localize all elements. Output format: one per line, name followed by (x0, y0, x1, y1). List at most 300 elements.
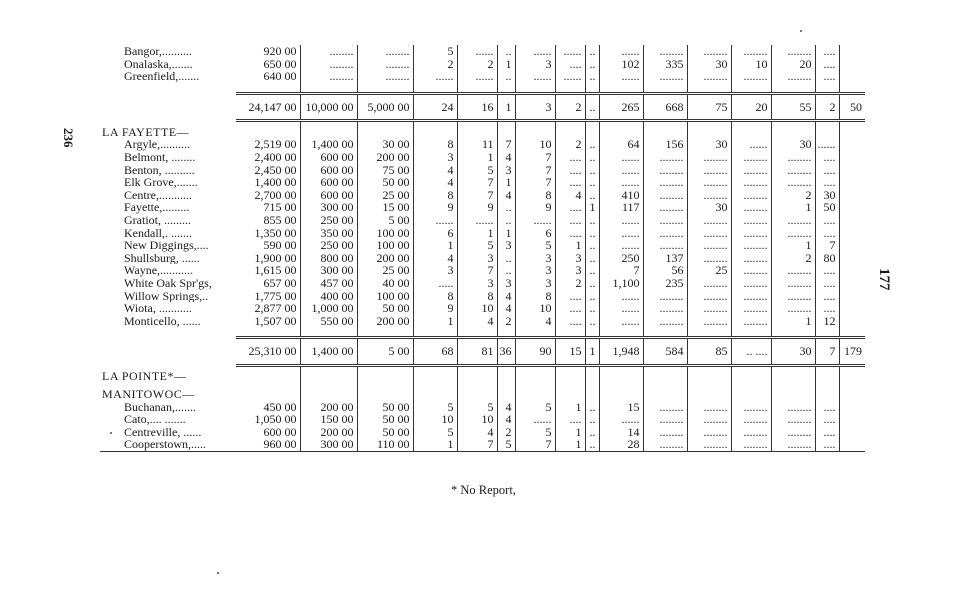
spacer-cell (839, 327, 865, 338)
value-cell: 6 (413, 227, 457, 240)
value-cell: 11 (457, 138, 497, 151)
value-cell: ..... (413, 277, 457, 290)
value-cell: 4 (457, 315, 497, 328)
value-cell: ........ (643, 189, 687, 202)
town-name: Elk Grove,....... (124, 176, 198, 189)
value-cell: 4 (515, 315, 555, 328)
value-cell: .. (585, 138, 599, 151)
value-cell: 3 (515, 58, 555, 71)
value-cell: 5 (515, 401, 555, 414)
value-cell: ........ (643, 290, 687, 303)
value-cell: ........ (731, 176, 771, 189)
value-cell: 90 (515, 338, 555, 366)
value-cell: 250 (599, 252, 643, 265)
value-cell (839, 151, 865, 164)
value-cell: 15 00 (357, 201, 413, 214)
value-cell: 4 (413, 252, 457, 265)
town-row (100, 290, 865, 303)
value-cell: ...... (515, 413, 555, 426)
value-cell: 10 (457, 413, 497, 426)
value-cell: .... (555, 315, 585, 328)
value-cell: 2 (555, 138, 585, 151)
town-row (100, 302, 865, 315)
value-cell: 150 00 (300, 413, 357, 426)
value-cell: 335 (643, 58, 687, 71)
value-cell: 715 00 (263, 201, 297, 215)
value-cell: 1,350 00 (254, 226, 297, 240)
value-cell: 4 (413, 176, 457, 189)
value-cell: ...... (599, 315, 643, 328)
value-cell: 300 00 (300, 264, 357, 277)
empty-cell (457, 383, 497, 401)
value-cell: 2 (497, 315, 515, 328)
value-cell: ........ (643, 176, 687, 189)
value-cell: 3 (497, 164, 515, 177)
value-cell: .. (497, 264, 515, 277)
value-cell: ........ (731, 189, 771, 202)
value-cell: .. (497, 70, 515, 83)
value-cell: 1,900 00 (254, 251, 297, 265)
value-cell: 250 00 (300, 239, 357, 252)
value-cell: ...... (599, 239, 643, 252)
value-cell: 1,615 00 (254, 264, 297, 277)
value-cell: ........ (687, 70, 731, 83)
value-cell: 8 (413, 138, 457, 151)
value-cell: ........ (643, 438, 687, 451)
right-page-number: 177 (876, 268, 892, 291)
value-cell: 55 (771, 93, 815, 121)
value-cell: 7 (515, 151, 555, 164)
value-cell: .. (585, 189, 599, 202)
value-cell: 2 (457, 58, 497, 71)
value-cell: ........ (731, 151, 771, 164)
empty-cell (515, 121, 555, 139)
value-cell: .. (497, 201, 515, 214)
total-row (100, 338, 865, 366)
empty-cell (236, 365, 300, 383)
town-name: Wayne,........... (124, 264, 194, 277)
spacer-cell (731, 327, 771, 338)
value-cell: .... (815, 438, 839, 451)
value-cell: 20 (731, 93, 771, 121)
value-cell: 5 (515, 239, 555, 252)
value-cell: 10,000 00 (300, 93, 357, 121)
value-cell: 1 (413, 239, 457, 252)
value-cell: 1 (771, 315, 815, 328)
value-cell: 36 (497, 338, 515, 366)
value-cell: ...... (599, 214, 643, 227)
empty-cell (515, 383, 555, 401)
value-cell: 12 (815, 315, 839, 328)
value-cell: 3 (555, 264, 585, 277)
spacer-cell (100, 83, 236, 94)
value-cell: .... (555, 164, 585, 177)
value-cell: 1,400 00 (300, 138, 357, 151)
town-name (100, 338, 236, 366)
value-cell: ........ (643, 164, 687, 177)
spacer-cell (413, 327, 457, 338)
empty-cell (236, 383, 300, 401)
value-cell: ........ (687, 45, 731, 58)
spacer-cell (413, 83, 457, 94)
value-cell: ........ (687, 277, 731, 290)
empty-cell (357, 121, 413, 139)
value-cell: ........ (687, 413, 731, 426)
value-cell: 3 (497, 239, 515, 252)
town-row (100, 176, 865, 189)
value-cell: 156 (643, 138, 687, 151)
value-cell: 8 (515, 189, 555, 202)
empty-cell (687, 365, 731, 383)
value-cell: 235 (643, 277, 687, 290)
value-cell: 4 (497, 290, 515, 303)
value-cell: ........ (731, 438, 771, 451)
value-cell: .... (815, 302, 839, 315)
value-cell: 2 (555, 277, 585, 290)
value-cell: .. (585, 315, 599, 328)
value-cell: 855 00 (263, 214, 297, 227)
empty-cell (555, 383, 585, 401)
value-cell: ........ (771, 290, 815, 303)
value-cell: .... (815, 164, 839, 177)
value-cell: 550 00 (300, 315, 357, 328)
value-cell: 1 (771, 239, 815, 252)
value-cell: ........ (643, 239, 687, 252)
value-cell: 584 (643, 338, 687, 366)
value-cell: ........ (731, 302, 771, 315)
value-cell: 24 (413, 93, 457, 121)
value-cell: ........ (731, 227, 771, 240)
value-cell: 7 (599, 264, 643, 277)
value-cell: 410 (599, 189, 643, 202)
value-cell: 4 (497, 302, 515, 315)
value-cell: 85 (687, 338, 731, 366)
value-cell: .... (815, 227, 839, 240)
spacer-cell (300, 83, 357, 94)
value-cell: ........ (300, 45, 357, 58)
value-cell: ........ (643, 413, 687, 426)
value-cell: 4 (413, 164, 457, 177)
value-cell: 30 00 (357, 138, 413, 151)
town-row (100, 45, 865, 58)
value-cell: 15 (555, 338, 585, 366)
town-row (100, 315, 865, 328)
value-cell: 7 (815, 338, 839, 366)
value-cell: 25 00 (357, 264, 413, 277)
value-cell: ...... (599, 45, 643, 58)
value-cell: 7 (457, 264, 497, 277)
county-name: LA FAYETTE— (102, 124, 190, 139)
empty-cell (839, 365, 865, 383)
value-cell: ...... (515, 45, 555, 58)
county-name: MANITOWOC— (102, 387, 195, 401)
empty-cell (687, 383, 731, 401)
empty-cell (413, 365, 457, 383)
value-cell: 1 (497, 58, 515, 71)
value-cell: 5 (457, 164, 497, 177)
value-cell: ...... (599, 227, 643, 240)
value-cell: ...... (413, 214, 457, 227)
value-cell: 137 (643, 252, 687, 265)
town-row (100, 138, 865, 151)
empty-cell (585, 121, 599, 139)
value-cell: ........ (731, 277, 771, 290)
value-cell: 3 (515, 252, 555, 265)
value-cell (839, 45, 865, 58)
town-name (100, 93, 236, 121)
empty-cell (413, 121, 457, 139)
value-cell: 800 00 (300, 252, 357, 265)
value-cell: 1,775 00 (254, 289, 297, 303)
value-cell: 100 00 (357, 239, 413, 252)
town-name: Fayette,......... (124, 201, 190, 215)
spacer-cell (515, 83, 555, 94)
empty-cell (771, 121, 815, 139)
value-cell: 10 (413, 413, 457, 426)
value-cell: .. (585, 252, 599, 265)
town-name: White Oak Spr'gs, (124, 277, 212, 290)
value-cell (839, 164, 865, 177)
spacer-cell (839, 83, 865, 94)
value-cell: .... (815, 151, 839, 164)
value-cell: ........ (643, 201, 687, 214)
value-cell: 3 (457, 252, 497, 265)
value-cell: 80 (815, 252, 839, 265)
value-cell (839, 138, 865, 151)
value-cell: 4 (497, 401, 515, 414)
spacer-cell (100, 327, 236, 338)
value-cell: 5 (413, 426, 457, 439)
value-cell: ........ (687, 401, 731, 414)
value-cell: ...... (515, 214, 555, 227)
value-cell: 14 (599, 426, 643, 439)
value-cell: 8 (515, 290, 555, 303)
value-cell: 100 00 (357, 227, 413, 240)
town-name: Centreville, ...... (124, 425, 202, 439)
value-cell: ........ (731, 426, 771, 439)
value-cell (839, 315, 865, 328)
value-cell: ...... (599, 176, 643, 189)
value-cell: ........ (731, 290, 771, 303)
value-cell (839, 426, 865, 439)
value-cell: 1 (771, 201, 815, 214)
empty-cell (731, 383, 771, 401)
value-cell: 590 00 (263, 239, 297, 252)
value-cell: 50 00 (357, 401, 413, 414)
value-cell: 9 (413, 201, 457, 214)
value-cell: 1 (585, 338, 599, 366)
value-cell: ...... (457, 45, 497, 58)
value-cell: 200 00 (357, 315, 413, 328)
value-cell: 8 (413, 189, 457, 202)
value-cell: ........ (771, 277, 815, 290)
spacer-cell (643, 327, 687, 338)
value-cell: ........ (687, 426, 731, 439)
value-cell: ........ (643, 214, 687, 227)
town-row (100, 164, 865, 177)
empty-cell (599, 365, 643, 383)
value-cell: 1 (413, 315, 457, 328)
value-cell: .... (815, 214, 839, 227)
value-cell: ........ (771, 227, 815, 240)
value-cell: ........ (771, 264, 815, 277)
value-cell: ........ (643, 70, 687, 83)
value-cell: .. (585, 93, 599, 121)
town-row (100, 214, 865, 227)
spacer-cell (497, 327, 515, 338)
town-name: Monticello, ...... (124, 314, 201, 328)
value-cell: 5 (497, 438, 515, 451)
value-cell: 4 (457, 426, 497, 439)
value-cell: ........ (643, 401, 687, 414)
value-cell: 600 00 (300, 151, 357, 164)
value-cell: ...... (599, 413, 643, 426)
value-cell: 3 (515, 277, 555, 290)
value-cell: 7 (457, 176, 497, 189)
value-cell: .... (555, 290, 585, 303)
value-cell: 75 00 (357, 164, 413, 177)
value-cell: ........ (731, 264, 771, 277)
value-cell: 2 (815, 93, 839, 121)
value-cell: 2,700 00 (254, 188, 297, 202)
value-cell: .. (585, 239, 599, 252)
value-cell: ........ (771, 426, 815, 439)
value-cell: ...... (731, 138, 771, 151)
value-cell: .... (815, 413, 839, 426)
value-cell: 1 (497, 227, 515, 240)
value-cell (839, 189, 865, 202)
value-cell: 5 (457, 239, 497, 252)
value-cell: 250 00 (300, 214, 357, 227)
value-cell: 457 00 (300, 277, 357, 290)
town-name: New Diggings,.... (124, 239, 209, 252)
town-row (100, 70, 865, 83)
value-cell: ........ (771, 164, 815, 177)
value-cell: 64 (599, 138, 643, 151)
empty-cell (643, 121, 687, 139)
value-cell: ........ (687, 302, 731, 315)
value-cell: .. (585, 290, 599, 303)
value-cell: ........ (731, 201, 771, 214)
value-cell: 2 (771, 189, 815, 202)
spacer-cell (236, 83, 300, 94)
empty-cell (357, 365, 413, 383)
value-cell: ........ (731, 214, 771, 227)
value-cell: 1 (457, 227, 497, 240)
value-cell: 7 (515, 164, 555, 177)
value-cell: 117 (599, 201, 643, 214)
value-cell: 9 (515, 201, 555, 214)
value-cell: ........ (771, 401, 815, 414)
value-cell: 8 (413, 290, 457, 303)
value-cell: 1,948 (599, 338, 643, 366)
value-cell: 200 00 (300, 426, 357, 439)
value-cell: .. (585, 227, 599, 240)
empty-cell (643, 383, 687, 401)
value-cell: 50 00 (357, 426, 413, 439)
spacer-cell (457, 327, 497, 338)
value-cell: 2,400 00 (254, 151, 297, 164)
value-cell: 3 (413, 264, 457, 277)
value-cell: 50 (815, 201, 839, 214)
town-name: Buchanan,....... (124, 400, 196, 414)
town-name: Cooperstown,..... (100, 438, 236, 451)
value-cell: 40 00 (357, 277, 413, 290)
value-cell: 5 00 (357, 338, 413, 366)
value-cell: ........ (731, 45, 771, 58)
value-cell: 2,450 00 (254, 163, 297, 177)
value-cell: 25 00 (357, 189, 413, 202)
town-name: Cato,.... ....... (124, 413, 186, 426)
value-cell: 5 00 (357, 214, 413, 227)
value-cell: 2,877 00 (254, 302, 297, 315)
value-cell: ...... (555, 45, 585, 58)
value-cell: 450 00 (263, 400, 297, 414)
value-cell: 3 (515, 93, 555, 121)
value-cell: ........ (687, 189, 731, 202)
value-cell: 7 (815, 239, 839, 252)
value-cell (839, 290, 865, 303)
value-cell: 50 00 (357, 302, 413, 315)
value-cell: ...... (599, 151, 643, 164)
value-cell: 200 00 (357, 151, 413, 164)
value-cell: ........ (300, 58, 357, 71)
county-name: LA POINTE*— (102, 369, 187, 384)
empty-cell (599, 383, 643, 401)
value-cell: .. (585, 151, 599, 164)
value-cell: 8 (457, 290, 497, 303)
value-cell: ........ (687, 252, 731, 265)
value-cell: .. (585, 264, 599, 277)
speck-mark (110, 432, 112, 434)
value-cell: 2 (771, 252, 815, 265)
value-cell: 350 00 (300, 227, 357, 240)
value-cell: 9 (457, 201, 497, 214)
value-cell: 1 (457, 151, 497, 164)
spacer-cell (300, 327, 357, 338)
value-cell (839, 58, 865, 71)
town-row (100, 277, 865, 290)
empty-cell (300, 121, 357, 139)
value-cell: ........ (771, 45, 815, 58)
value-cell: .. (585, 438, 599, 451)
value-cell: 3 (515, 264, 555, 277)
value-cell: 4 (497, 189, 515, 202)
value-cell: .. (585, 426, 599, 439)
value-cell: 5 (515, 426, 555, 439)
value-cell: ........ (643, 315, 687, 328)
spacer-cell (643, 83, 687, 94)
spacer-cell (497, 83, 515, 94)
spacer-cell (236, 327, 300, 338)
value-cell: 1,400 00 (254, 176, 297, 189)
empty-cell (300, 365, 357, 383)
value-cell: .. (585, 164, 599, 177)
value-cell: 668 (643, 93, 687, 121)
empty-cell (497, 121, 515, 139)
value-cell: 28 (599, 438, 643, 451)
town-name: Benton, .......... (124, 163, 195, 177)
value-cell: 100 00 (357, 290, 413, 303)
town-name: Shullsburg, ...... (124, 251, 200, 265)
value-cell: 5 (413, 401, 457, 414)
value-cell: 600 00 (300, 189, 357, 202)
value-cell (839, 264, 865, 277)
value-cell: 2 (497, 426, 515, 439)
value-cell: 81 (457, 338, 497, 366)
value-cell: 7 (497, 138, 515, 151)
value-cell: 200 00 (300, 401, 357, 414)
